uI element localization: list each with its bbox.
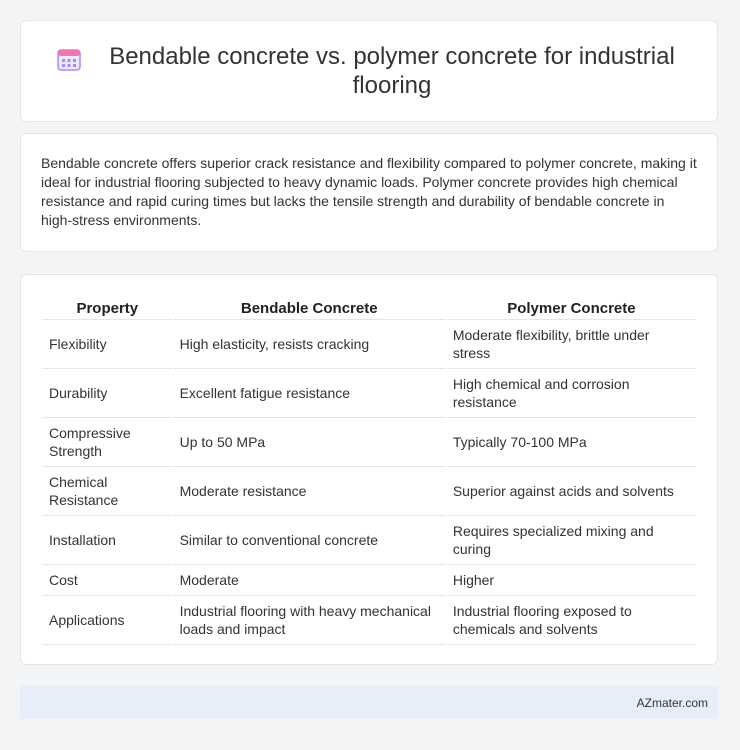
cell-polymer: Superior against acids and solvents (447, 467, 696, 516)
cell-bendable: High elasticity, resists cracking (174, 320, 445, 369)
cell-polymer: High chemical and corrosion resistance (447, 369, 696, 418)
header-bendable: Bendable Concrete (174, 297, 445, 320)
table-row (43, 596, 696, 645)
comparison-table (41, 297, 698, 645)
table-header-row (43, 297, 696, 320)
cell-polymer: Typically 70-100 MPa (447, 418, 696, 467)
cell-bendable: Excellent fatigue resistance (174, 369, 445, 418)
cell-property: Compressive Strength (43, 418, 172, 467)
footer (20, 686, 718, 719)
summary-card (20, 133, 718, 252)
table-row (43, 369, 696, 418)
table-row (43, 418, 696, 467)
cell-bendable: Industrial flooring with heavy mechanical loads and impact (174, 596, 445, 645)
cell-bendable: Similar to conventional concrete (174, 516, 445, 565)
page-title: Bendable concrete vs. polymer concrete for industrial flooring (109, 43, 675, 99)
header-property: Property (43, 297, 172, 320)
table-row (43, 516, 696, 565)
header-polymer: Polymer Concrete (447, 297, 696, 320)
cell-polymer: Higher (447, 565, 696, 596)
table-row (43, 467, 696, 516)
comparison-card (20, 274, 718, 665)
cell-polymer: Industrial flooring exposed to chemicals and solvents (447, 596, 696, 645)
cell-polymer: Requires specialized mixing and curing (447, 516, 696, 565)
table-row (43, 320, 696, 369)
cell-property: Installation (43, 516, 172, 565)
footer-brand: AZmater.com (636, 695, 708, 710)
cell-property: Applications (43, 596, 172, 645)
cell-polymer: Moderate flexibility, brittle under stress (447, 320, 696, 369)
cell-property: Cost (43, 565, 172, 596)
cell-property: Chemical Resistance (43, 467, 172, 516)
cell-bendable: Moderate resistance (174, 467, 445, 516)
summary-text: Bendable concrete offers superior crack resistance and flexibility compared to polymer concrete, making it ideal for industrial flooring subjected to heavy dynamic loads. Polymer concrete provides high chemical resistance and rapid curing times but lacks the tensile strength and durability of bendable concrete in high-stress environments. (41, 155, 697, 228)
cell-property: Durability (43, 369, 172, 418)
title-card (20, 20, 718, 122)
cell-bendable: Moderate (174, 565, 445, 596)
title-wrap (26, 42, 712, 100)
table-row (43, 565, 696, 596)
cell-bendable: Up to 50 MPa (174, 418, 445, 467)
calendar-icon (56, 46, 82, 72)
cell-property: Flexibility (43, 320, 172, 369)
